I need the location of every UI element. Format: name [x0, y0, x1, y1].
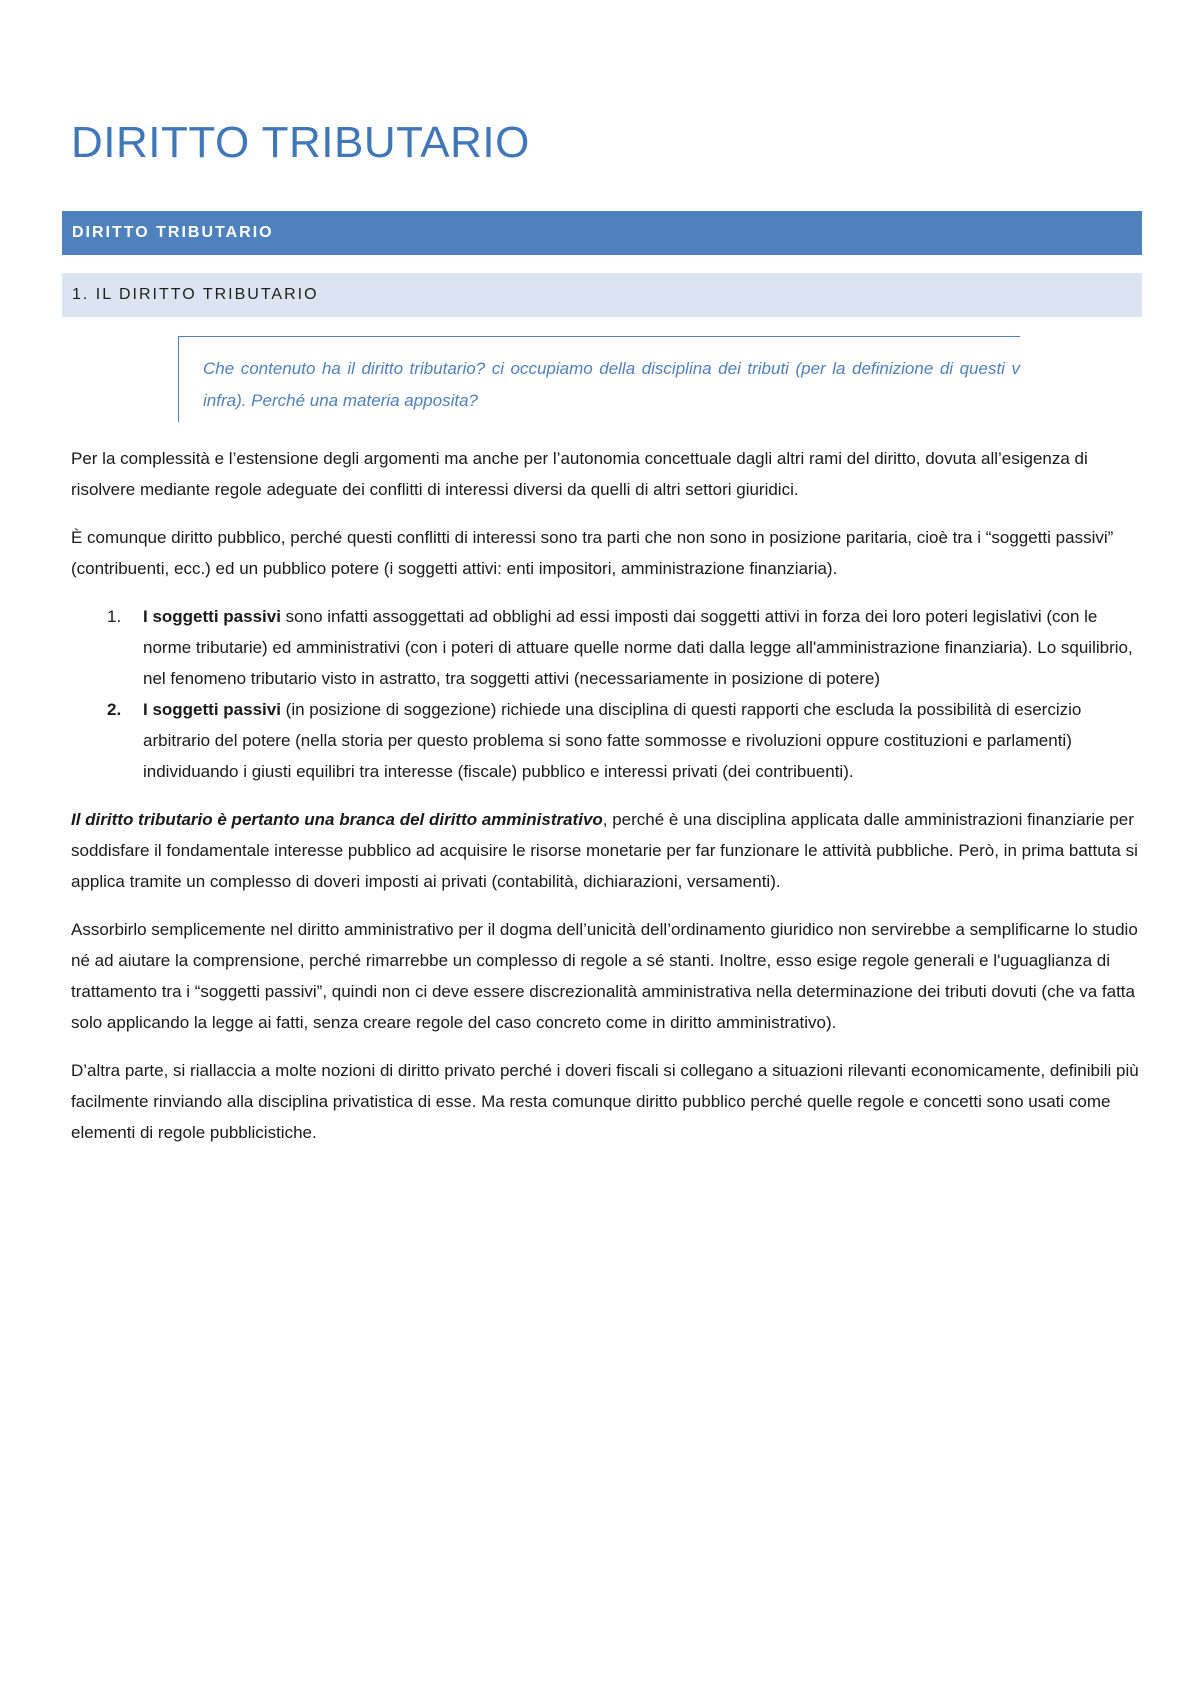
list-item — [107, 694, 1141, 787]
heading-2-text: 1. IL DIRITTO TRIBUTARIO — [72, 286, 319, 303]
intro-quote-text: Che contenuto ha il diritto tributario? ci occupiamo della disciplina dei tributi (per la definizione di questi v infra). Perché una materia apposita? — [203, 359, 1020, 410]
list-item — [107, 601, 1141, 694]
paragraph-5: D’altra parte, si riallaccia a molte nozioni di diritto privato perché i doveri fiscali si collegano a situazioni rilevanti economicamente, definibili più facilmente rinviando alla disciplina privatistica di esse. Ma resta comunque diritto pubblico perché quelle regole e concetti sono usati come elementi di regole pubblicistiche. — [71, 1061, 1139, 1142]
list-number: 1. — [107, 607, 122, 626]
paragraph-3-text: , perché è una disciplina applicata dalle amministrazioni finanziarie per soddisfare il fondamentale interesse pubblico ad acquisire le risorse monetarie per far funzionare le attività pubbliche. Però, in prima battuta si applica tramite un complesso di doveri imposti ai privati (contabilità, dichiarazioni, versamenti). — [71, 810, 1138, 891]
paragraph-4: Assorbirlo semplicemente nel diritto amministrativo per il dogma dell’unicità dell’ordinamento giuridico non servirebbe a semplificarne lo studio né ad aiutare la comprensione, perché rimarrebbe un complesso di regole a sé stanti. Inoltre, esso esige regole generali e l'uguaglianza di trattamento tra i “soggetti passivi”, quindi non ci deve essere discrezionalità amministrativa nella determinazione dei tributi dovuti (che va fatta solo applicando la legge ai fatti, senza creare regole del caso concreto come in diritto amministrativo). — [71, 920, 1138, 1032]
heading-1-bar — [62, 211, 1142, 255]
list-item-text: sono infatti assoggettati ad obblighi ad essi imposti dai soggetti attivi in forza dei loro poteri legislativi (con le norme tributarie) ed amministrativi (con i poteri di attuare quelle norme dati dalla legge all'amministrazione finanziaria). Lo squilibrio, nel fenomeno tributario visto in astratto, tra soggetti attivi (necessariamente in posizione di potere) — [143, 607, 1133, 688]
heading-2-bar — [62, 273, 1142, 317]
intro-quote — [178, 336, 1020, 422]
list-item-text: (in posizione di soggezione) richiede una disciplina di questi rapporti che escluda la possibilità di esercizio arbitrario del potere (nella storia per questo problema si sono fatte sommosse e rivoluzioni oppure costituzioni e parlamenti) individuando i giusti equilibri tra interesse (fiscale) pubblico e interessi privati (dei contribuenti). — [143, 700, 1082, 781]
paragraph-1: Per la complessità e l’estensione degli argomenti ma anche per l’autonomia concettuale dagli altri rami del diritto, dovuta all’esigenza di risolvere mediante regole adeguate dei conflitti di interessi diversi da quelli di altri settori giuridici. — [71, 449, 1088, 499]
paragraph-3-emphasis: Il diritto tributario è pertanto una branca del diritto amministrativo — [71, 810, 603, 829]
list-item-bold: I soggetti passivi — [143, 700, 281, 719]
document-title: DIRITTO TRIBUTARIO — [71, 118, 530, 167]
body-text — [71, 443, 1141, 1165]
paragraph-2: È comunque diritto pubblico, perché questi conflitti di interessi sono tra parti che non sono in posizione paritaria, cioè tra i “soggetti passivi” (contribuenti, ecc.) ed un pubblico potere (i soggetti attivi: enti impositori, amministrazione finanziaria). — [71, 528, 1114, 578]
heading-1-text: DIRITTO TRIBUTARIO — [72, 224, 274, 241]
list-item-bold: I soggetti passivi — [143, 607, 281, 626]
list-number: 2. — [107, 700, 122, 719]
numbered-list — [71, 601, 1141, 787]
paragraph-3 — [71, 804, 1141, 897]
